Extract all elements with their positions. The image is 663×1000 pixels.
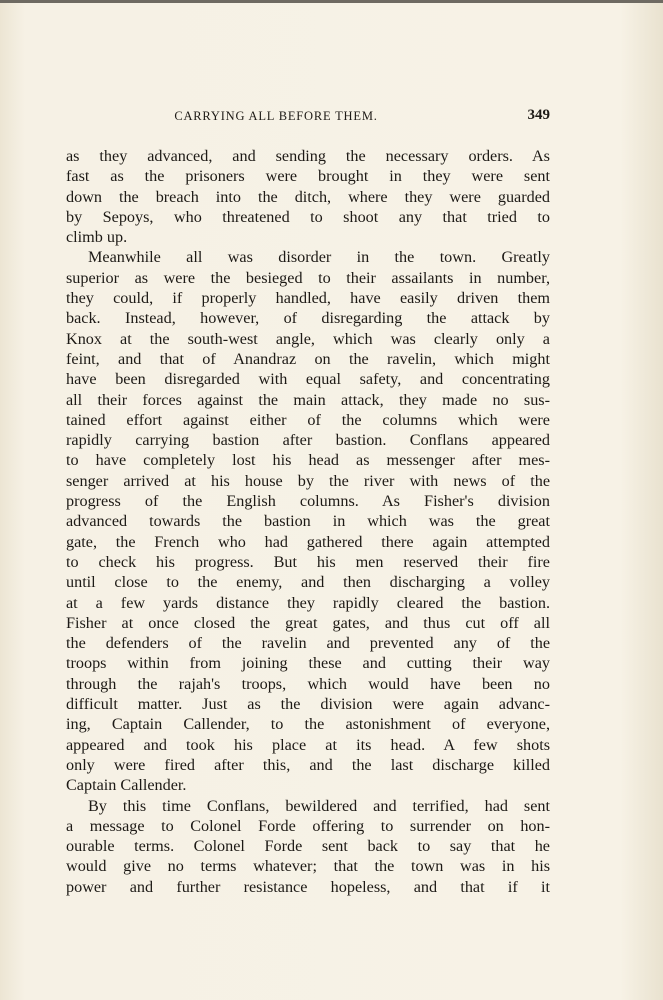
text-line: difficult matter. Just as the division were again advanc- — [66, 695, 550, 714]
text-line: tained effort against either of the columns which were — [66, 410, 550, 429]
text-line: have been disregarded with equal safety, and concentrating — [66, 370, 550, 389]
page-number: 349 — [527, 107, 550, 123]
text-line: all their forces against the main attack, they made no sus- — [66, 390, 550, 409]
text-line: climb up. — [66, 228, 128, 247]
text-line: superior as were the besieged to their assailants in number, — [66, 268, 550, 287]
text-line: power and further resistance hopeless, and that if it — [66, 877, 550, 896]
text-line: Captain Callender. — [66, 776, 187, 795]
text-line: at a few yards distance they rapidly cleared the bastion. — [66, 593, 550, 612]
text-line: troops within from joining these and cutting their way — [66, 654, 550, 673]
text-line: By this time Conflans, bewildered and terrified, had sent — [88, 796, 550, 815]
page-top-edge — [0, 0, 663, 3]
text-line: progress of the English columns. As Fisher's division — [66, 492, 550, 511]
text-line: the defenders of the ravelin and prevented any of the — [66, 634, 550, 653]
text-line: only were fired after this, and the last discharge killed — [66, 755, 550, 774]
text-line: Fisher at once closed the great gates, and thus cut off all — [66, 613, 550, 632]
running-head: CARRYING ALL BEFORE THEM. — [174, 109, 378, 123]
text-line: fast as the prisoners were brought in they were sent — [66, 167, 550, 186]
text-line: as they advanced, and sending the necessary orders. As — [66, 147, 550, 165]
text-line: advanced towards the bastion in which was the great — [66, 512, 550, 531]
text-line: would give no terms whatever; that the town was in his — [66, 857, 550, 876]
text-line: down the breach into the ditch, where they were guarded — [66, 187, 550, 206]
page-header — [66, 109, 550, 129]
text-line: ourable terms. Colonel Forde sent back to say that he — [66, 837, 550, 856]
text-line: to check his progress. But his men reserved their fire — [66, 552, 550, 571]
text-line: gate, the French who had gathered there again attempted — [66, 532, 550, 551]
text-line: appeared and took his place at its head. A few shots — [66, 735, 550, 754]
text-line: they could, if properly handled, have easily driven them — [66, 289, 550, 308]
text-line: a message to Colonel Forde offering to surrender on hon- — [66, 816, 550, 835]
text-line: until close to the enemy, and then discharging a volley — [66, 573, 550, 592]
text-line: by Sepoys, who threatened to shoot any that tried to — [66, 207, 550, 226]
body-text — [66, 146, 550, 897]
text-line: Knox at the south-west angle, which was clearly only a — [66, 329, 550, 348]
text-line: senger arrived at his house by the river with news of the — [66, 471, 550, 490]
text-line: ing, Captain Callender, to the astonishment of everyone, — [66, 715, 550, 734]
text-line: rapidly carrying bastion after bastion. Conflans appeared — [66, 431, 550, 450]
text-line: back. Instead, however, of disregarding the attack by — [66, 309, 550, 328]
text-line: feint, and that of Anandraz on the ravelin, which might — [66, 349, 550, 368]
text-line: Meanwhile all was disorder in the town. Greatly — [88, 248, 550, 267]
text-line: through the rajah's troops, which would have been no — [66, 674, 550, 693]
text-line: to have completely lost his head as messenger after mes- — [66, 451, 550, 470]
